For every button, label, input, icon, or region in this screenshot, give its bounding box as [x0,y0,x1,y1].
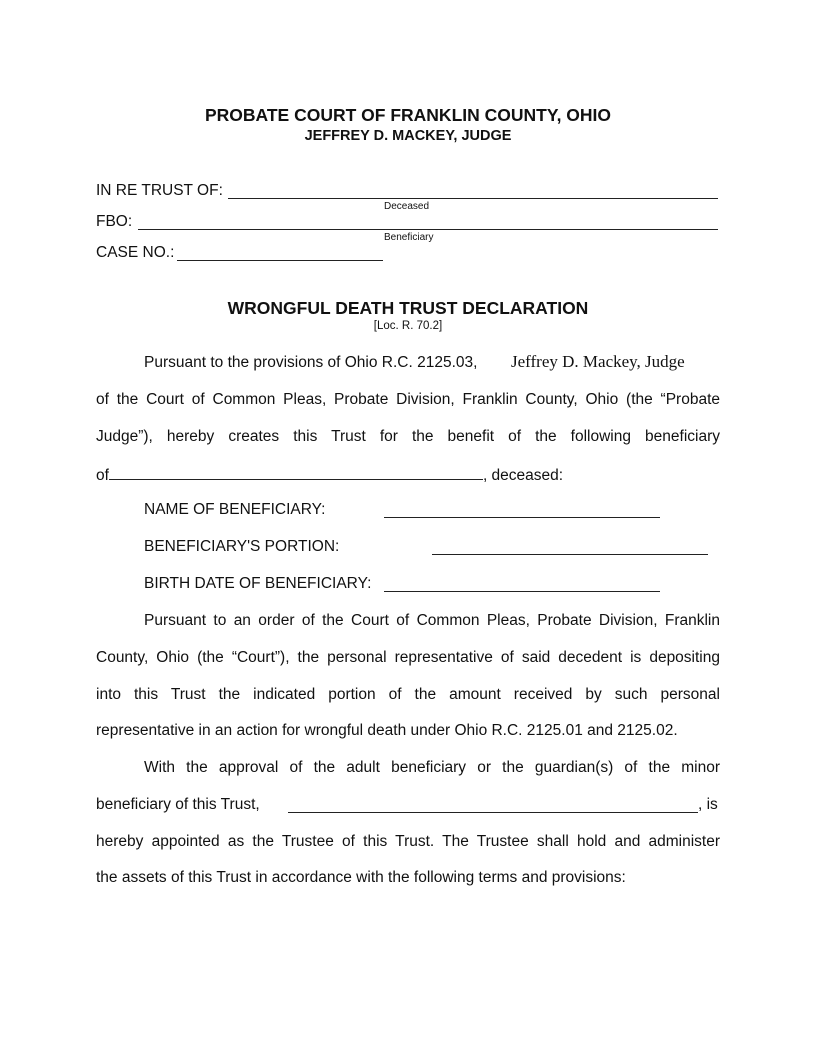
case-number-label: CASE NO.: [96,244,175,261]
decedent-name-field[interactable] [109,465,483,480]
case-number-field[interactable] [177,260,383,261]
in-re-trust-field[interactable] [228,198,718,199]
para3-line1: With the approval of the adult beneficiary or the guardian(s) of the minor [144,759,720,776]
para3-line2-prefix: beneficiary of this Trust, [96,796,260,813]
document-title: WRONGFUL DEATH TRUST DECLARATION [227,298,589,318]
beneficiary-name-label: NAME OF BENEFICIARY: [144,501,326,518]
deceased-caption: Deceased [384,201,430,212]
para2-line2: County, Ohio (the “Court”), the personal representative of said decedent is depositing [96,649,720,666]
para3-line4: the assets of this Trust in accordance with the following terms and provisions: [96,869,626,886]
trustee-name-field[interactable] [288,812,698,813]
birth-date-field[interactable] [384,591,660,592]
para1-line2: of the Court of Common Pleas, Probate Division, Franklin County, Ohio (the “Probate [96,391,720,408]
para1-line4-suffix: , deceased: [482,467,564,484]
beneficiary-name-field[interactable] [384,517,660,518]
para3-line3: hereby appointed as the Trustee of this Trust. The Trustee shall hold and administer [96,833,720,850]
fbo-field[interactable] [138,229,718,230]
para1-line4 [96,465,563,485]
judge-name-entry: Jeffrey D. Mackey, Judge [511,352,685,371]
para1-line4-prefix: of [96,467,109,484]
beneficiary-caption: Beneficiary [384,232,434,243]
fbo-label: FBO: [96,213,133,230]
court-heading: PROBATE COURT OF FRANKLIN COUNTY, OHIO [204,105,612,125]
beneficiary-portion-label: BENEFICIARY'S PORTION: [144,538,340,555]
local-rule-reference: [Loc. R. 70.2] [373,320,443,332]
para3-line2-suffix: , is [698,796,718,813]
para1-line3: Judge”), hereby creates this Trust for the benefit of the following beneficiary [96,428,720,445]
para2-line4: representative in an action for wrongful death under Ohio R.C. 2125.01 and 2125.02. [96,722,678,739]
judge-heading: JEFFREY D. MACKEY, JUDGE [304,128,512,144]
para1-lead: Pursuant to the provisions of Ohio R.C. 2125.03, [144,354,478,371]
para2-line3: into this Trust the indicated portion of the amount received by such personal [96,686,720,703]
birth-date-label: BIRTH DATE OF BENEFICIARY: [144,575,372,592]
para2-line1: Pursuant to an order of the Court of Common Pleas, Probate Division, Franklin [144,612,720,629]
beneficiary-portion-field[interactable] [432,554,708,555]
in-re-trust-label: IN RE TRUST OF: [96,182,223,199]
